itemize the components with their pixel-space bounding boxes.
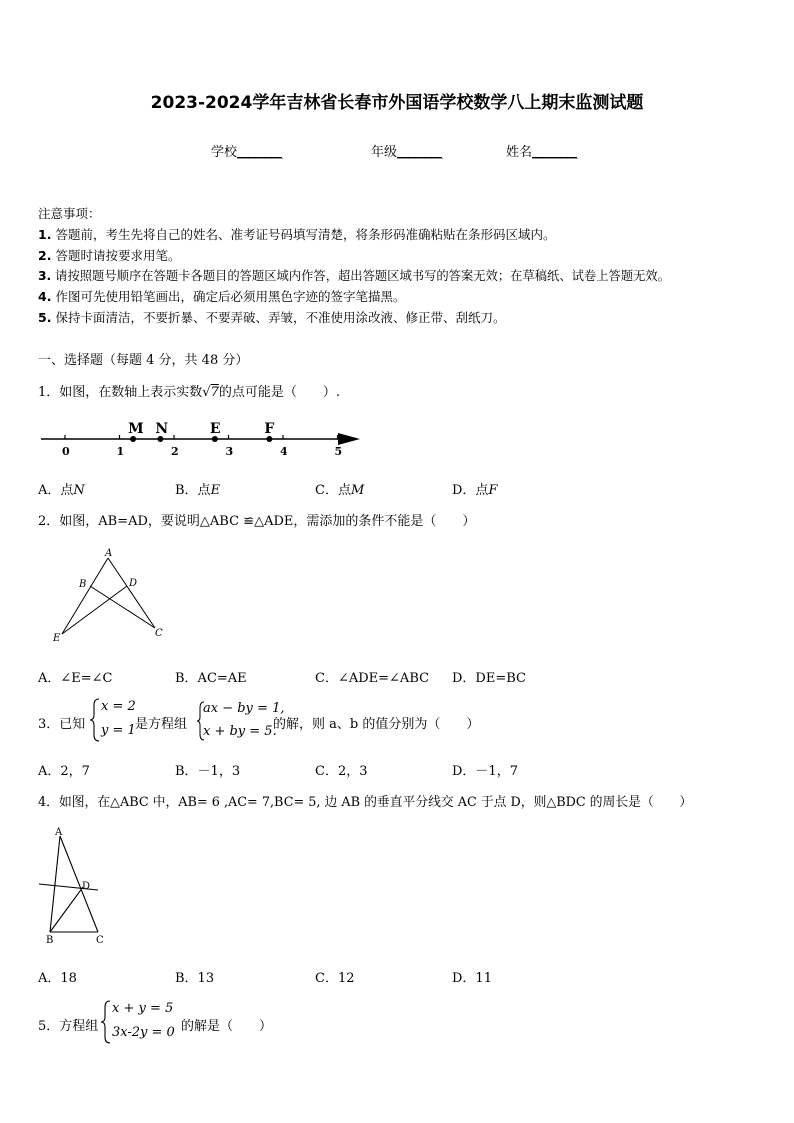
point-label-n: N: [155, 421, 169, 437]
q1-option-c[interactable]: C．点M: [315, 483, 365, 498]
q4-option-b[interactable]: B．13: [175, 971, 215, 986]
grade-blank: ________: [397, 146, 442, 159]
q4-option-a[interactable]: A．18: [38, 971, 77, 986]
tick-label: 5: [334, 445, 343, 458]
label-d: D: [82, 881, 91, 892]
triangle-figure-q2: [48, 545, 178, 645]
segment-de: [62, 586, 127, 634]
q1-option-d[interactable]: D．点F: [452, 483, 498, 498]
q3-mid: 是方程组: [135, 717, 188, 732]
q3-option-a[interactable]: A．2，7: [38, 764, 90, 779]
q3-pre: 3．已知: [38, 717, 86, 732]
segment-ab: [50, 836, 60, 932]
question-4-stem: 4．如图，在△ABC 中，AB= 6 ,AC= 7,BC= 5, 边 AB 的垂直平分线交 AC 于点 D，则△BDC 的周长是（ ）: [38, 795, 693, 810]
segment-ae: [62, 558, 108, 634]
section-heading: 一、选择题（每题 4 分，共 48 分）: [38, 353, 249, 368]
q2-option-a[interactable]: A．∠E=∠C: [38, 671, 113, 686]
grade-field[interactable]: [371, 141, 442, 160]
tick-label: 1: [116, 445, 125, 458]
label-a: A: [55, 827, 63, 838]
q4-option-c[interactable]: C．12: [315, 971, 355, 986]
label-d: D: [129, 578, 138, 589]
q2-option-c[interactable]: C．∠ADE=∠ABC: [315, 671, 430, 686]
q1-option-a[interactable]: A．点N: [38, 483, 85, 498]
school-blank: ________: [237, 146, 282, 159]
segment-ac: [108, 558, 155, 628]
school-field[interactable]: [211, 141, 282, 160]
label-c: C: [96, 935, 104, 946]
label-b: B: [46, 935, 54, 946]
notice-item: 3. 请按照题号顺序在答题卡各题目的答题区域内作答，超出答题区域书写的答案无效；在草稿纸、试卷上答题无效。: [38, 269, 671, 283]
tick-label: 4: [280, 445, 288, 458]
sys1-line-2: y = 1: [101, 723, 136, 738]
notice-item: 1. 答题前，考生先将自己的姓名、准考证号码填写清楚，将条形码准确粘贴在条形码区域内。: [38, 227, 556, 242]
brace-icon: [89, 697, 101, 743]
number-line-arrow: [338, 433, 360, 445]
notice-item: 2. 答题时请按要求用笔。: [38, 248, 181, 263]
label-b: B: [79, 579, 87, 590]
q3-post: 的解，则 a、b 的值分别为（ ）: [273, 717, 480, 732]
notice-heading: 注意事项：: [38, 206, 101, 221]
triangle-figure-q4: [36, 826, 116, 948]
sys2-line-1: ax − by = 1,: [203, 701, 285, 716]
name-field[interactable]: [506, 141, 577, 160]
q3-option-b[interactable]: B．－1，3: [175, 764, 241, 779]
label-e: E: [53, 633, 61, 644]
brace-icon: [100, 999, 112, 1045]
tick-label: 0: [62, 445, 70, 458]
q2-option-b[interactable]: B．AC=AE: [175, 671, 247, 686]
radical-sign: √: [202, 385, 211, 400]
q3-option-d[interactable]: D．－1，7: [452, 764, 518, 779]
name-label: 姓名: [506, 145, 533, 160]
grade-label: 年级: [371, 145, 398, 160]
number-line-figure: [38, 416, 368, 464]
segment-bd: [50, 887, 83, 932]
question-2-stem: 2．如图，AB=AD，要说明△ABC ≌△ADE，需添加的条件不能是（ ）: [38, 514, 476, 529]
tick-label: 3: [225, 445, 234, 458]
sys2-line-2: x + by = 5.: [203, 724, 277, 739]
segment-ac: [60, 836, 98, 932]
q2-option-d[interactable]: D．DE=BC: [452, 671, 526, 686]
segment-bc: [90, 586, 155, 628]
q5-post: 的解是（ ）: [181, 1019, 273, 1034]
tick-label: 2: [171, 445, 179, 458]
point-label-m: M: [128, 421, 144, 437]
point-label-f: F: [264, 421, 275, 437]
question-1-stem: 1．如图，在数轴上表示实数√7的点可能是（ ）.: [38, 385, 340, 400]
notice-item: 4. 作图可先使用铅笔画出，确定后必须用黑色字迹的签字笔描黑。: [38, 289, 406, 304]
sys1-line-1: x = 2: [101, 699, 136, 714]
notice-item: 5. 保持卡面清洁，不要折暴、不要弄破、弄皱，不准使用涂改液、修正带、刮纸刀。: [38, 310, 506, 325]
page-title: 2023-2024学年吉林省长春市外国语学校数学八上期末监测试题: [150, 93, 644, 113]
point-label-e: E: [209, 421, 221, 437]
name-blank: ________: [532, 146, 577, 159]
q5-sys-line-2: 3x-2y = 0: [112, 1025, 175, 1040]
q5-sys-line-1: x + y = 5: [112, 1001, 174, 1016]
q3-option-c[interactable]: C．2，3: [315, 764, 368, 779]
q4-option-d[interactable]: D．11: [452, 971, 492, 986]
school-label: 学校: [211, 145, 238, 160]
label-a: A: [105, 548, 113, 559]
q1-option-b[interactable]: B．点E: [175, 483, 221, 498]
radicand: 7: [210, 385, 219, 400]
label-c: C: [155, 628, 163, 639]
q5-pre: 5．方程组: [38, 1019, 99, 1034]
